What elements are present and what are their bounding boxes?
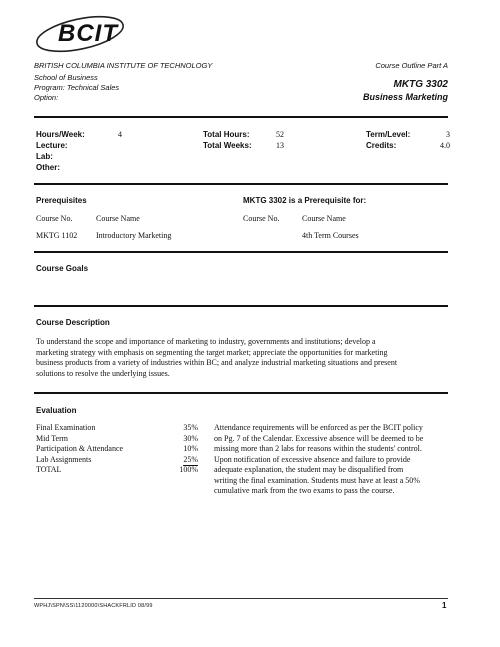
other-label: Other:: [36, 163, 60, 172]
description-line: marketing strategy with emphasis on segmenting the target market; appreciate the opportunities for marketing: [36, 347, 388, 357]
total-weeks-value: 13: [276, 141, 284, 150]
description-line: business products from a variety of industries within BC; and analyze industrial marketing situations and present: [36, 358, 398, 367]
evaluation-item-name: Participation & Attendance: [36, 444, 124, 453]
evaluation-item-pct: 100%: [179, 465, 198, 474]
divider: [34, 183, 448, 185]
lecture-label: Lecture:: [36, 141, 68, 150]
evaluation-row: [36, 423, 198, 434]
footer-path: WPHJ\SPN\SS\1120000\SHACKFRLID 08/99: [34, 603, 153, 609]
prereq-col-name: Course Name: [96, 214, 140, 223]
prereq-for-col-no: Course No.: [243, 214, 280, 223]
prereq-for-title: MKTG 3302 is a Prerequisite for:: [243, 196, 367, 205]
logo-text: BCIT: [58, 20, 118, 47]
evaluation-item-name: Mid Term: [36, 433, 68, 443]
total-hours-value: 52: [276, 130, 284, 139]
evaluation-item-name: Lab Assignments: [36, 454, 92, 464]
total-hours-label: Total Hours:: [203, 130, 250, 139]
evaluation-item-pct: 25%: [183, 455, 198, 467]
evaluation-item-pct: 30%: [183, 433, 198, 443]
evaluation-table: [36, 423, 198, 476]
evaluation-note-line: cumulative mark from the two exams to pass the course.: [214, 486, 395, 495]
page-number: 1: [442, 601, 447, 610]
prereq-for-col-name: Course Name: [302, 214, 346, 223]
evaluation-row: [36, 455, 198, 466]
course-description-text: [36, 337, 456, 379]
divider: [34, 251, 448, 253]
outline-label: Course Outline Part A: [375, 61, 448, 70]
program-name: Program: Technical Sales: [34, 83, 120, 92]
total-weeks-label: Total Weeks:: [203, 141, 252, 150]
course-goals-title: Course Goals: [36, 264, 89, 273]
institute-name: BRITISH COLUMBIA INSTITUTE OF TECHNOLOGY: [34, 61, 213, 70]
hours-week-value: 4: [118, 130, 122, 139]
evaluation-note-line: missing more than 2 labs for reasons within the students' control.: [214, 444, 422, 453]
term-value: 3: [446, 130, 450, 139]
evaluation-title: Evaluation: [36, 406, 77, 415]
divider: [34, 116, 448, 118]
evaluation-note-line: on Pg. 7 of the Calendar. Excessive absence will be deemed to be: [214, 433, 424, 443]
divider: [34, 305, 448, 307]
evaluation-note-line: writing the final examination. Students must have at least a 50%: [214, 475, 420, 485]
course-title: Business Marketing: [362, 92, 448, 102]
divider: [34, 392, 448, 394]
description-line: solutions to resolve the underlying issues.: [36, 368, 170, 378]
evaluation-row: [36, 434, 198, 445]
lab-label: Lab:: [36, 152, 53, 161]
evaluation-item-pct: 35%: [183, 423, 198, 432]
prereq-row-name: Introductory Marketing: [96, 231, 172, 240]
prereq-row-no: MKTG 1102: [36, 231, 78, 240]
prerequisites-title: Prerequisites: [36, 196, 87, 205]
evaluation-item-name: TOTAL: [36, 465, 62, 474]
credits-label: Credits:: [366, 141, 397, 150]
evaluation-notes: [214, 423, 454, 497]
school-name: School of Business: [34, 73, 98, 82]
evaluation-note-line: Attendance requirements will be enforced as per the BCIT policy: [214, 423, 423, 432]
evaluation-note-line: Upon notification of excessive absence and failure to provide: [214, 454, 411, 464]
evaluation-item-name: Final Examination: [36, 423, 96, 432]
evaluation-row: [36, 444, 198, 455]
credits-value: 4.0: [440, 141, 450, 150]
bcit-logo: [34, 10, 130, 56]
description-line: To understand the scope and importance of marketing to industry, governments and institutions; develop a: [36, 337, 376, 346]
course-code: MKTG 3302: [393, 79, 448, 90]
footer-divider: [34, 598, 448, 599]
option-label: Option:: [34, 93, 59, 102]
prereq-col-no: Course No.: [36, 214, 73, 223]
prereq-for-row-name: 4th Term Courses: [302, 231, 359, 240]
evaluation-row: [36, 465, 198, 476]
evaluation-item-pct: 10%: [183, 444, 198, 453]
course-description-title: Course Description: [36, 318, 110, 327]
term-label: Term/Level:: [366, 130, 411, 139]
hours-week-label: Hours/Week:: [36, 130, 85, 139]
evaluation-note-line: adequate explanation, the student may be disqualified from: [214, 465, 404, 474]
